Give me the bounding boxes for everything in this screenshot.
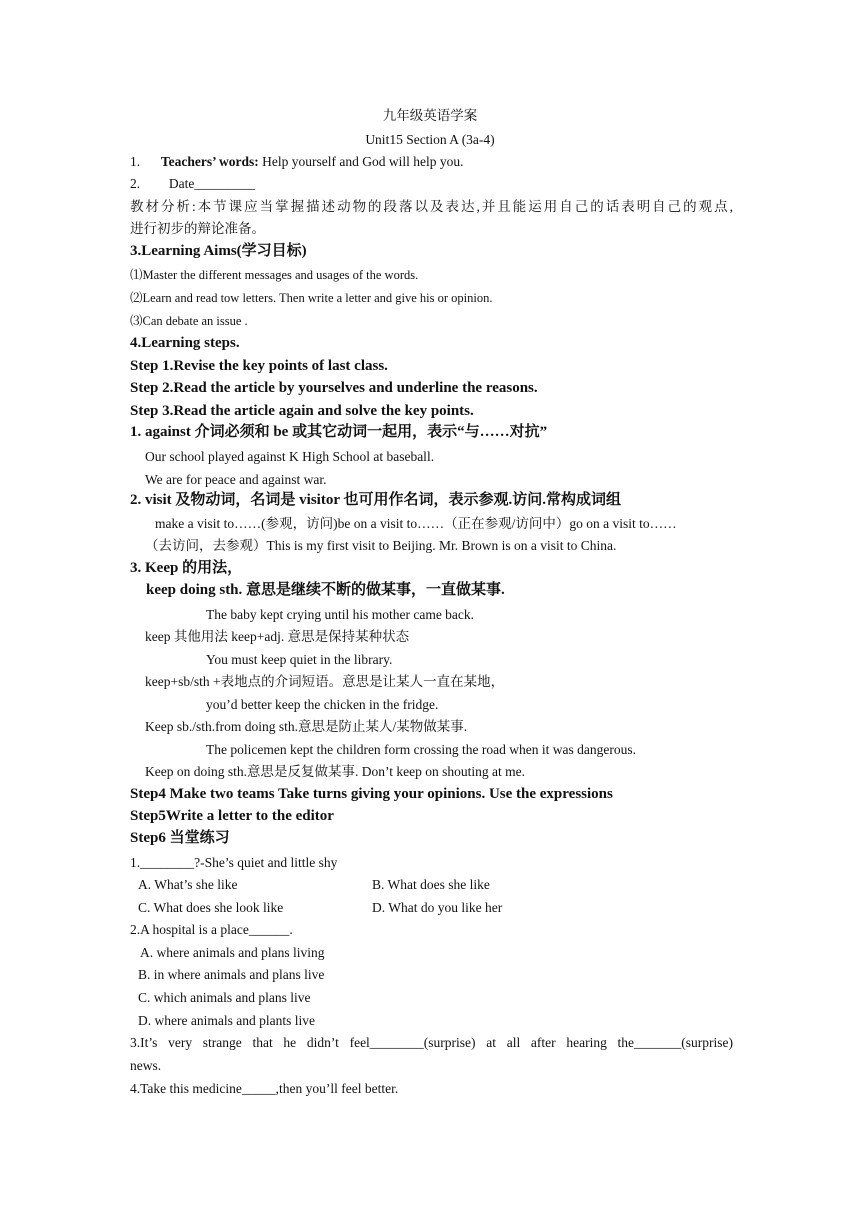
date-field: Date_________ <box>168 176 256 191</box>
question-3-line-1: 3.It’s very strange that he didn’t feel________(surprise) at all after hearing the_______(surprise) <box>130 1035 733 1050</box>
example-sentence: We are for peace and against war. <box>145 472 327 487</box>
keep-usage: Keep sb./sth.from doing sth.意思是防止某人/某物做某事. <box>145 719 468 734</box>
item-number: 1. <box>130 154 141 169</box>
aims-heading: 3.Learning Aims(学习目标) <box>130 243 307 259</box>
question-2-option-c: C. which animals and plans live <box>138 990 311 1005</box>
point-keep-heading: 3. Keep 的用法， <box>130 560 243 576</box>
point-against-heading: 1. against 介词必须和 be 或其它动词一起用，表示“与……对抗” <box>130 424 548 440</box>
keep-usage: Keep on doing sth.意思是反复做某事. Don’t keep on shouting at me. <box>145 764 525 779</box>
question-2-option-a: A. where animals and plans living <box>140 945 325 960</box>
point-visit-heading: 2. visit 及物动词，名词是 visitor 也可用作名词，表示参观.访问.常构成词组 <box>130 492 621 508</box>
question-4: 4.Take this medicine_____,then you’ll feel better. <box>130 1081 399 1096</box>
step-4: Step4 Make two teams Take turns giving your opinions. Use the expressions <box>130 786 613 802</box>
worksheet-title: 九年级英语学案 <box>382 108 478 123</box>
analysis-line-2: 进行初步的辩论准备。 <box>130 221 265 236</box>
example-sentence: You must keep quiet in the library. <box>206 652 393 667</box>
step-1: Step 1.Revise the key points of last class. <box>130 358 388 374</box>
keep-usage: keep 其他用法 keep+adj. 意思是保持某种状态 <box>145 629 410 644</box>
question-1-option-c: C. What does she look like <box>138 900 284 915</box>
visit-phrases-line-2: （去访问，去参观）This is my first visit to Beijing. Mr. Brown is on a visit to China. <box>145 538 617 553</box>
question-2-option-b: B. in where animals and plans live <box>138 967 325 982</box>
question-2-option-d: D. where animals and plants live <box>138 1013 315 1028</box>
keep-doing-rule: keep doing sth. 意思是继续不断的做某事，一直做某事. <box>146 582 505 598</box>
step-6: Step6 当堂练习 <box>130 830 230 846</box>
steps-heading: 4.Learning steps. <box>130 335 240 351</box>
visit-phrases-line-1: make a visit to……(参观，访问)be on a visit to……（正在参观/访问中）go on a visit to…… <box>155 516 677 531</box>
aim-item: ⑵Learn and read tow letters. Then write a letter and give his or opinion. <box>130 291 493 305</box>
step-5: Step5Write a letter to the editor <box>130 808 334 824</box>
question-1-option-d: D. What do you like her <box>372 900 503 915</box>
question-1-option-a: A. What’s she like <box>138 877 238 892</box>
example-sentence: The policemen kept the children form crossing the road when it was dangerous. <box>206 742 636 757</box>
question-3-line-2: news. <box>130 1058 162 1073</box>
teachers-words-label: Teachers’ words: <box>160 154 259 169</box>
example-sentence: Our school played against K High School at baseball. <box>145 449 435 464</box>
question-1-stem: 1.________?-She’s quiet and little shy <box>130 855 338 870</box>
step-3: Step 3.Read the article again and solve the key points. <box>130 403 474 419</box>
example-sentence: you’d better keep the chicken in the fridge. <box>206 697 439 712</box>
aim-item: ⑴Master the different messages and usages of the words. <box>130 268 419 282</box>
aim-item: ⑶Can debate an issue . <box>130 314 248 328</box>
teachers-words-text: Help yourself and God will help you. <box>262 154 464 169</box>
item-number: 2. <box>130 176 141 191</box>
question-2-stem: 2.A hospital is a place______. <box>130 922 293 937</box>
step-2: Step 2.Read the article by yourselves and underline the reasons. <box>130 380 538 396</box>
question-1-option-b: B. What does she like <box>372 877 490 892</box>
example-sentence: The baby kept crying until his mother came back. <box>206 607 475 622</box>
date-line <box>130 175 255 193</box>
teachers-words-line <box>130 153 463 171</box>
analysis-line-1: 教材分析:本节课应当掌握描述动物的段落以及表达,并且能运用自己的话表明自己的观点, <box>130 199 733 214</box>
worksheet-subtitle: Unit15 Section A (3a-4) <box>365 132 495 147</box>
keep-usage: keep+sb/sth +表地点的介词短语。意思是让某人一直在某地， <box>145 674 505 689</box>
